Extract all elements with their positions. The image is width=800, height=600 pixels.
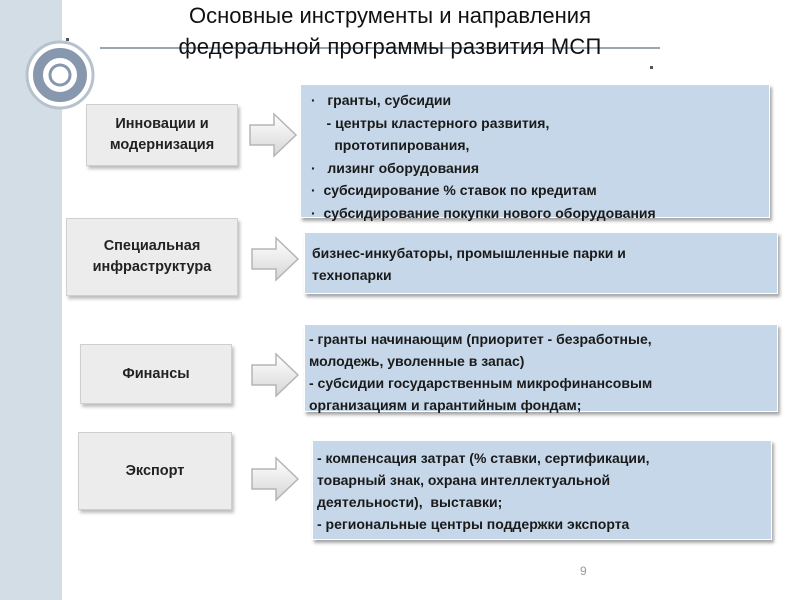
box-line: товарный знак, охрана интеллектуальной xyxy=(317,472,611,488)
category-label: Специальная xyxy=(103,238,201,254)
arrow-right-icon xyxy=(250,456,300,502)
info-box-innovation xyxy=(300,84,770,221)
category-label: Финансы xyxy=(122,365,190,382)
box-line: - центры кластерного развития, xyxy=(311,114,550,131)
category-export xyxy=(78,432,232,510)
arrow-right-icon xyxy=(248,112,298,158)
arrow-right-icon xyxy=(250,352,300,398)
page-number: 9 xyxy=(580,564,587,578)
category-label: Инновации и xyxy=(115,116,209,132)
category-innovation xyxy=(86,104,238,166)
arrow-right-icon xyxy=(250,236,300,282)
category-finance xyxy=(80,344,232,404)
box-line: бизнес-инкубаторы, промышленные парки и xyxy=(312,245,626,261)
slide-title xyxy=(110,0,670,62)
title-line-1: Основные инструменты и направления xyxy=(188,3,592,28)
title-line-2: федеральной программы развития МСП xyxy=(178,34,602,59)
box-line: организациям и гарантийным фондам; xyxy=(309,397,582,413)
box-line: · лизинг оборудования xyxy=(311,159,480,176)
box-line: прототипирования, xyxy=(311,137,470,154)
category-label: Экспорт xyxy=(125,462,185,479)
box-line: деятельности), выставки; xyxy=(317,494,503,510)
category-infrastructure xyxy=(66,218,238,296)
decor-dot xyxy=(66,38,69,41)
ring-decoration-icon xyxy=(25,40,95,110)
box-line: · субсидирование % ставок по кредитам xyxy=(311,182,597,199)
box-line: молодежь, уволенные в запас) xyxy=(309,353,525,369)
category-label: модернизация xyxy=(109,137,215,153)
box-line: - региональные центры поддержки экспорта xyxy=(317,516,630,532)
box-line: технопарки xyxy=(312,267,392,283)
info-box-finance xyxy=(304,324,778,412)
box-line: - гранты начинающим (приоритет - безработные, xyxy=(309,331,652,347)
box-line: · субсидирование покупки нового оборудования xyxy=(311,204,656,221)
box-line: · гранты, субсидии xyxy=(311,92,452,108)
box-line: - субсидии государственным микрофинансовым xyxy=(309,375,653,391)
decor-dot xyxy=(650,66,653,69)
info-box-infrastructure xyxy=(304,232,778,294)
category-label: инфраструктура xyxy=(92,259,212,275)
info-box-export xyxy=(312,440,772,540)
box-line: - компенсация затрат (% ставки, сертификации, xyxy=(317,450,650,466)
